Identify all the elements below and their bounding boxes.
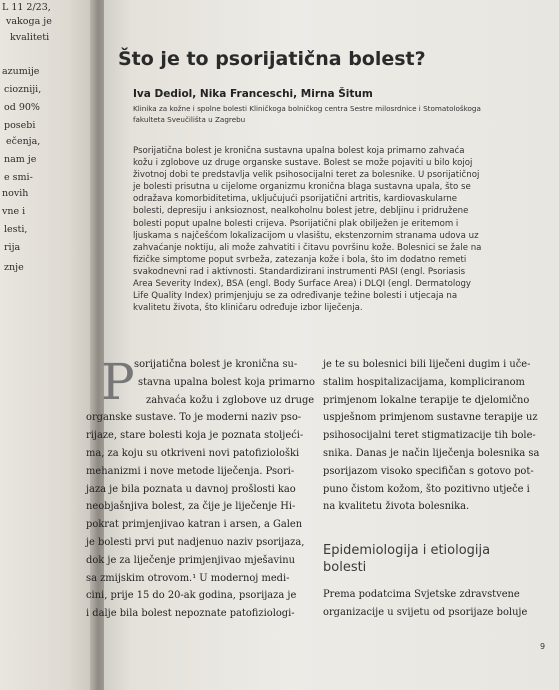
body-text-line: snika. Danas je način liječenja bolesnika sa <box>323 447 540 459</box>
left-page-text-fragment: vne i <box>2 206 26 217</box>
left-page-text-fragment: rija <box>4 242 21 253</box>
abstract-line: Life Quality Index) primjenjuju se za određivanje težine bolesti i utjecaja na <box>133 291 458 302</box>
abstract-line: Psorijatična bolest je kronična sustavna upalna bolest koja primarno zahvaća <box>133 146 465 156</box>
body-text-line: mehanizmi i nove metode liječenja. Psori- <box>86 465 295 477</box>
body-text-line: ma, za koju su otkriveni novi patofiziološki <box>86 447 300 459</box>
body-column-left <box>86 353 315 623</box>
body-text-line: Prema podatcima Svjetske zdravstvene <box>323 589 520 600</box>
left-page <box>0 0 96 690</box>
section-heading-line: bolesti <box>323 560 367 575</box>
body-text-line: uspješnom primjenom sustavne terapije uz <box>323 412 538 424</box>
body-text-line: pokrat primjenjivao katran i arsen, a Galen <box>86 519 303 531</box>
body-text-line: organske sustave. To je moderni naziv pso- <box>86 412 302 424</box>
abstract-line: bolesti poput upalne bolesti crijeva. Psorijatični plak obilježen je eritemom i <box>133 218 459 229</box>
body-text-line: na kvalitetu života bolesnika. <box>323 501 470 513</box>
body-text-line: stalim hospitalizacijama, kompliciranom <box>323 376 525 388</box>
left-page-text-fragment: znje <box>4 262 24 273</box>
drop-cap: P <box>101 353 135 411</box>
abstract-line: je bolesti prisutna u cijelome organizmu kronična blaga sustavna upala, što se <box>133 182 471 193</box>
left-page-text-fragment: od 90% <box>4 102 40 113</box>
article-authors: Iva Dediol, Nika Franceschi, Mirna Šitum <box>133 88 373 100</box>
abstract-line: odražava komorbiditetima, uključujući psorijatični artritis, kardiovaskularne <box>133 194 458 205</box>
left-page-text-fragment: posebi <box>4 120 36 131</box>
left-page-text-fragment: kvaliteti <box>10 32 50 43</box>
left-page-text-fragment: lesti, <box>4 224 28 235</box>
abstract-line: kožu i zglobove uz druge organske sustave. Bolest se može pojaviti u bilo kojoj <box>133 158 473 169</box>
body-text-line: puno čistom kožom, što pozitivno utječe i <box>323 483 530 495</box>
body-text-line: je te su bolesnici bili liječeni dugim i uče- <box>323 359 531 370</box>
abstract-line: kvalitetu života, što kliničaru određuje izbor liječenja. <box>133 303 363 314</box>
body-text-line: primjenom lokalne terapije te djelomično <box>323 394 530 406</box>
body-text-line: je bolesti prvi put nadjenuo naziv psorijaza, <box>86 536 305 548</box>
body-text-line: jaza je bila poznata u davnoj prošlosti kao <box>86 483 296 495</box>
left-page-text-fragment: L 11 2/23, <box>2 2 51 13</box>
abstract-line: ljuskama s najčešćom lokalizacijom u vlasištu, ekstenzornim stranama udova uz <box>133 230 479 241</box>
abstract-line: Area Severity Index), BSA (engl. Body Surface Area) i DLQI (engl. Dermatology <box>133 279 472 290</box>
body-text-line: dok je za liječenje primjenjivao mješavinu <box>86 554 295 566</box>
abstract-line: životnoj dobi te predstavlja velik psihosocijalni teret za bolesnike. U psorijatičnoj <box>133 170 480 181</box>
page-number: 9 <box>540 642 546 651</box>
left-page-text-fragment: e smi- <box>4 172 33 183</box>
left-page-text-fragment: azumije <box>2 66 40 77</box>
left-page-text-fragment: novih <box>2 188 29 199</box>
body-text-line: stavna upalna bolest koja primarno <box>138 376 315 388</box>
body-text-line: psihosocijalni teret stigmatizacije tih bole- <box>323 430 536 442</box>
body-text-line: neobjašnjiva bolest, za čije je liječenje Hi- <box>86 501 296 513</box>
abstract-line: fizičke simptome poput svrbeža, zatezanja kože i bola, što im dodatno remeti <box>133 254 467 265</box>
article-abstract <box>133 145 523 314</box>
left-page-text-fragment: ečenja, <box>6 136 41 147</box>
body-text-line: sorijatična bolest je kronična su- <box>134 359 298 370</box>
abstract-line: svakodnevni rad i aktivnosti. Standardizirani instrumenti PASI (engl. Psoriasis <box>133 266 466 277</box>
body-text-line: organizacije u svijetu od psorijaze boluje <box>323 606 528 618</box>
left-page-text-fragment: nam je <box>4 154 37 165</box>
section-heading-line: Epidemiologija i etiologija <box>323 543 491 558</box>
article-title: Što je to psorijatična bolest? <box>118 48 426 70</box>
section-heading <box>323 542 523 576</box>
left-page-text-fragment: vakoga je <box>6 16 52 27</box>
body-text-line: cini, prije 15 do 20-ak godina, psorijaza je <box>86 590 297 602</box>
abstract-line: bolesti, depresiju i anksioznost, nealkoholnu bolest jetre, debljinu i pridružene <box>133 206 469 217</box>
body-text-line: sa zmijskim otrovom.¹ U modernoj medi- <box>86 572 290 584</box>
body-text-line: rijaze, stare bolesti koja je poznata stoljeći- <box>86 430 304 442</box>
section-body <box>323 586 533 622</box>
body-text-line: i dalje bila bolest nepoznate patofiziologi- <box>86 608 295 620</box>
body-column-right <box>323 356 540 516</box>
author-affiliation: Klinika za kožne i spolne bolesti Kliničkoga bolničkog centra Sestre milosrdnice i Stomatološkoga fakulteta Sveučilišta u Zagrebu <box>133 104 481 124</box>
body-text-line: zahvaća kožu i zglobove uz druge <box>146 394 315 406</box>
left-page-text-fragment: ciozniji, <box>4 84 42 95</box>
abstract-line: zahvaćanje noktiju, ali može zahvatiti i čitavu površinu kože. Bolesnici se žale na <box>133 242 482 253</box>
body-text-line: psorijazom visoko specifičan s gotovo pot- <box>323 465 534 477</box>
